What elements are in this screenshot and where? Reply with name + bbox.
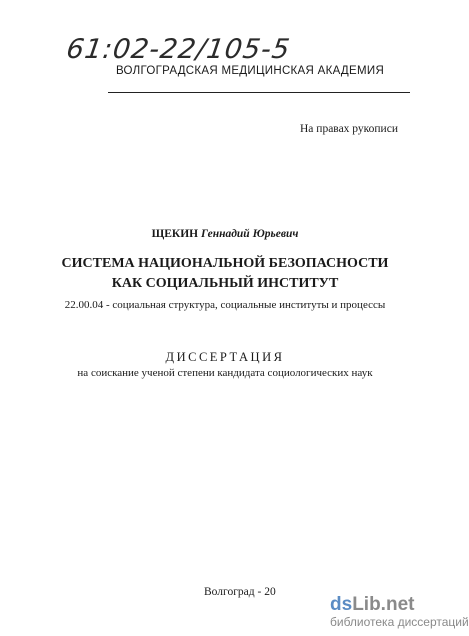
title-line-1: СИСТЕМА НАЦИОНАЛЬНОЙ БЕЗОПАСНОСТИ — [61, 256, 389, 271]
author-surname: ЩЕКИН — [151, 228, 199, 240]
organization-name: ВОЛГОГРАДСКАЯ МЕДИЦИНСКАЯ АКАДЕМИЯ — [115, 65, 385, 77]
manuscript-rights-note: На правах рукописи — [300, 123, 398, 135]
header-rule — [108, 92, 410, 93]
specialty-code: 22.00.04 - социальная структура, социальные институты и процессы — [64, 299, 386, 311]
watermark-logo — [330, 594, 414, 616]
document-type: ДИССЕРТАЦИЯ — [165, 350, 285, 364]
watermark-caption: библиотека диссертаций — [330, 615, 469, 629]
handwritten-catalog-number: 61:02-22/105-5 — [64, 34, 293, 65]
author-name — [0, 228, 450, 240]
watermark-logo-suffix: Lib.net — [352, 594, 415, 615]
author-given-names: Геннадий Юрьевич — [200, 228, 299, 240]
dissertation-title — [0, 254, 450, 294]
title-line-2: КАК СОЦИАЛЬНЫЙ ИНСТИТУТ — [111, 276, 339, 291]
place-year: Волгоград - 20 — [204, 586, 276, 598]
degree-line: на соискание ученой степени кандидата социологических наук — [77, 367, 373, 379]
watermark-logo-prefix: ds — [330, 594, 353, 615]
